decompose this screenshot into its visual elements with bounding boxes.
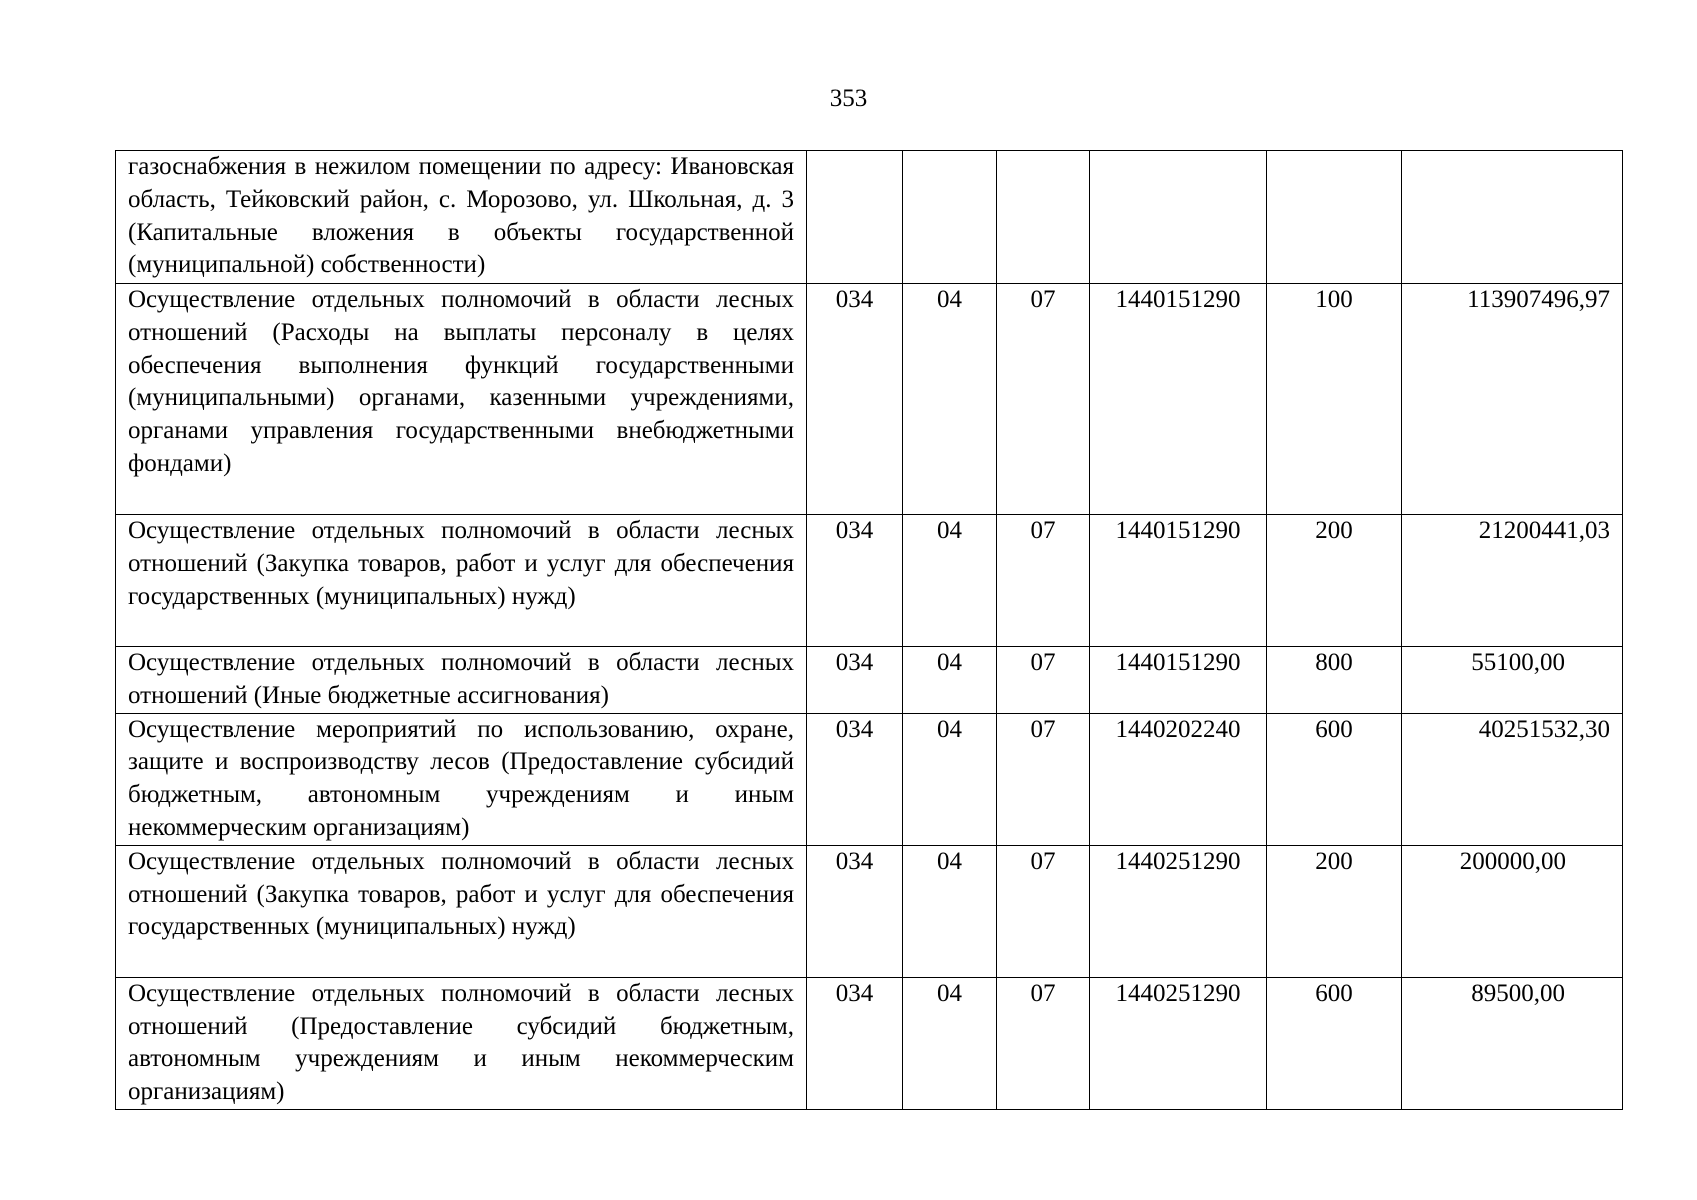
expense-type-code: 600	[1267, 713, 1402, 845]
row-description: Осуществление отдельных полномочий в области лесных отношений (Расходы на выплаты персоналу в целях обеспечения выполнения функций государственными (муниципальными) органами, казенными учреждениями, органами управления государственными внебюджетными фондами)	[116, 284, 807, 515]
ministry-code: 034	[807, 845, 903, 977]
expense-type-code: 200	[1267, 515, 1402, 647]
ministry-code: 034	[807, 515, 903, 647]
amount: 200000,00	[1402, 845, 1623, 977]
table-row	[116, 713, 1623, 845]
row-description: Осуществление отдельных полномочий в области лесных отношений (Закупка товаров, работ и услуг для обеспечения государственных (муниципальных) нужд)	[116, 845, 807, 977]
subsection-code: 07	[997, 284, 1090, 515]
ministry-code: 034	[807, 713, 903, 845]
ministry-code: 034	[807, 647, 903, 714]
section-code: 04	[903, 845, 997, 977]
amount: 113907496,97	[1402, 284, 1623, 515]
target-article-code: 1440151290	[1090, 647, 1267, 714]
ministry-code: 034	[807, 977, 903, 1109]
subsection-code: 07	[997, 845, 1090, 977]
section-code	[903, 151, 997, 284]
table-row	[116, 647, 1623, 714]
row-description: Осуществление отдельных полномочий в области лесных отношений (Предоставление субсидий бюджетным, автономным учреждениям и иным некоммерческим организациям)	[116, 977, 807, 1109]
amount: 40251532,30	[1402, 713, 1623, 845]
table-row	[116, 151, 1623, 284]
table-row	[116, 515, 1623, 647]
expense-type-code: 100	[1267, 284, 1402, 515]
expense-type-code: 600	[1267, 977, 1402, 1109]
subsection-code: 07	[997, 713, 1090, 845]
amount: 89500,00	[1402, 977, 1623, 1109]
ministry-code: 034	[807, 284, 903, 515]
amount: 55100,00	[1402, 647, 1623, 714]
section-code: 04	[903, 977, 997, 1109]
row-description: газоснабжения в нежилом помещении по адресу: Ивановская область, Тейковский район, с. Морозово, ул. Школьная, д. 3 (Капитальные вложения в объекты государственной (муниципальной) собственности)	[116, 151, 807, 284]
subsection-code: 07	[997, 515, 1090, 647]
amount: 21200441,03	[1402, 515, 1623, 647]
budget-table	[115, 150, 1623, 1110]
subsection-code	[997, 151, 1090, 284]
section-code: 04	[903, 515, 997, 647]
subsection-code: 07	[997, 977, 1090, 1109]
table-row	[116, 284, 1623, 515]
page-number: 353	[829, 85, 868, 112]
amount	[1402, 151, 1623, 284]
row-description: Осуществление отдельных полномочий в области лесных отношений (Иные бюджетные ассигнования)	[116, 647, 807, 714]
subsection-code: 07	[997, 647, 1090, 714]
expense-type-code: 800	[1267, 647, 1402, 714]
target-article-code: 1440251290	[1090, 845, 1267, 977]
target-article-code: 1440151290	[1090, 515, 1267, 647]
target-article-code: 1440202240	[1090, 713, 1267, 845]
table-row	[116, 977, 1623, 1109]
expense-type-code: 200	[1267, 845, 1402, 977]
ministry-code	[807, 151, 903, 284]
table-row	[116, 845, 1623, 977]
target-article-code	[1090, 151, 1267, 284]
section-code: 04	[903, 647, 997, 714]
expense-type-code	[1267, 151, 1402, 284]
row-description: Осуществление отдельных полномочий в области лесных отношений (Закупка товаров, работ и услуг для обеспечения государственных (муниципальных) нужд)	[116, 515, 807, 647]
target-article-code: 1440251290	[1090, 977, 1267, 1109]
row-description: Осуществление мероприятий по использованию, охране, защите и воспроизводству лесов (Предоставление субсидий бюджетным, автономным учреждениям и иным некоммерческим организациям)	[116, 713, 807, 845]
target-article-code: 1440151290	[1090, 284, 1267, 515]
section-code: 04	[903, 284, 997, 515]
section-code: 04	[903, 713, 997, 845]
